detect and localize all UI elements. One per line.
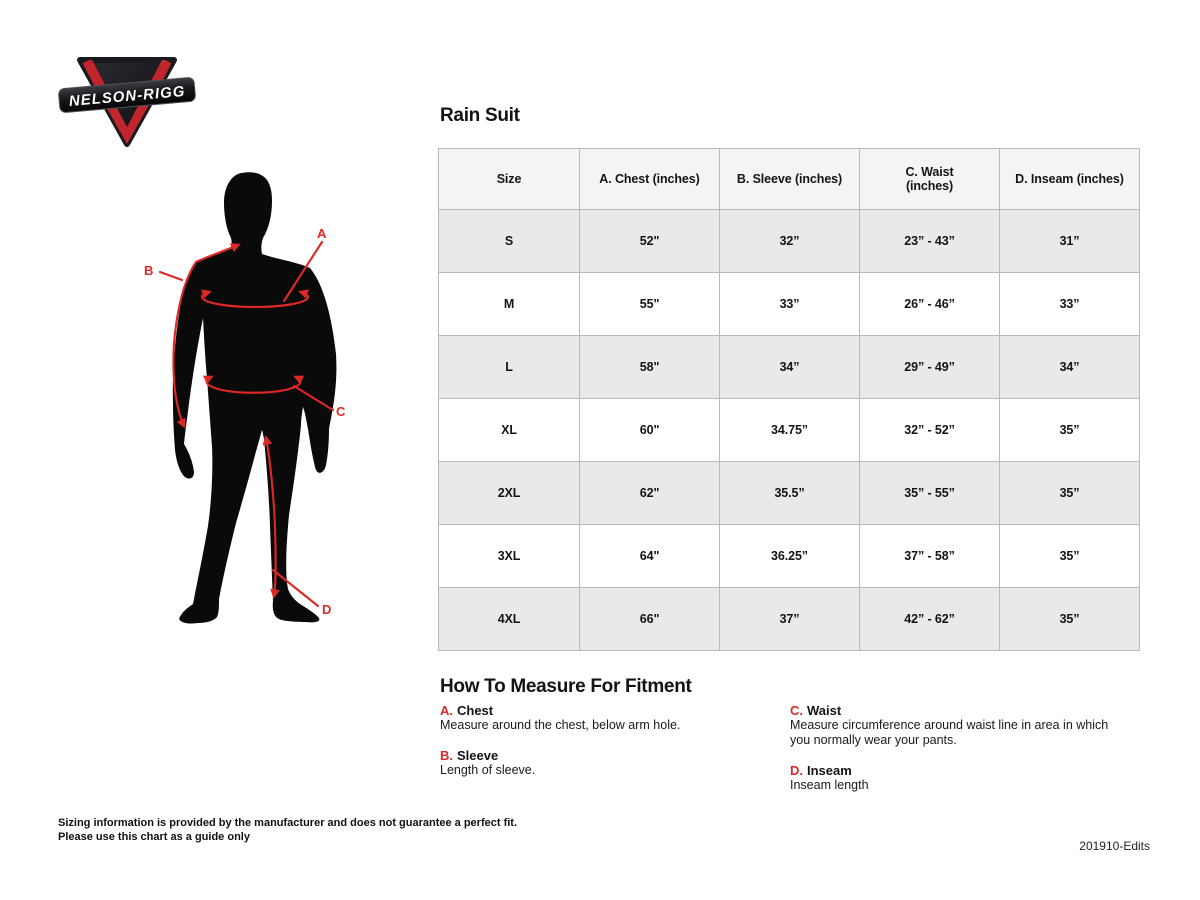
page-title: Rain Suit: [440, 105, 520, 126]
table-row: [439, 399, 1140, 462]
body-measurement-figure: [130, 158, 390, 678]
col-header-waist: C. Waist (inches): [860, 149, 1000, 210]
cell-waist: 23” - 43”: [860, 210, 1000, 273]
cell-waist: 29” - 49”: [860, 336, 1000, 399]
cell-size: L: [439, 336, 580, 399]
cell-size: XL: [439, 399, 580, 462]
measure-column-left: [440, 703, 780, 793]
cell-waist: 42” - 62”: [860, 588, 1000, 651]
cell-sleeve: 33”: [720, 273, 860, 336]
measure-description: Measure circumference around waist line in area in which you normally wear your pants.: [790, 718, 1109, 747]
cell-sleeve: 32”: [720, 210, 860, 273]
table-row: [439, 273, 1140, 336]
cell-sleeve: 37”: [720, 588, 860, 651]
measure-item-chest: [440, 703, 780, 733]
size-chart-table: [438, 148, 1140, 651]
waist-label: C: [336, 404, 346, 419]
cell-chest: 60": [580, 399, 720, 462]
table-row: [439, 462, 1140, 525]
logo-banner: [58, 77, 196, 113]
logo-brand-text: NELSON-RIGG: [68, 82, 187, 111]
measure-key: C.: [790, 703, 803, 718]
cell-sleeve: 35.5”: [720, 462, 860, 525]
cell-sleeve: 36.25”: [720, 525, 860, 588]
cell-inseam: 35”: [1000, 588, 1140, 651]
measure-item-heading: [790, 703, 1130, 718]
cell-sleeve: 34.75”: [720, 399, 860, 462]
sleeve-label: B: [144, 263, 154, 278]
measure-name: Sleeve: [457, 748, 499, 763]
col-header-inseam: D. Inseam (inches): [1000, 149, 1140, 210]
table-header-row: [439, 149, 1140, 210]
cell-size: 3XL: [439, 525, 580, 588]
measure-description: Length of sleeve.: [440, 763, 536, 777]
col-header-sleeve: B. Sleeve (inches): [720, 149, 860, 210]
measure-item-heading: [440, 748, 780, 763]
measure-item-waist: [790, 703, 1130, 748]
cell-sleeve: 34”: [720, 336, 860, 399]
cell-chest: 55": [580, 273, 720, 336]
disclaimer: [58, 816, 517, 844]
cell-inseam: 35”: [1000, 399, 1140, 462]
table-row: [439, 336, 1140, 399]
measure-description: Measure around the chest, below arm hole.: [440, 718, 681, 732]
label-b-connector: [160, 272, 182, 280]
measure-column-right: [790, 703, 1130, 808]
cell-inseam: 31”: [1000, 210, 1140, 273]
cell-waist: 32” - 52”: [860, 399, 1000, 462]
col-header-size: Size: [439, 149, 580, 210]
cell-size: M: [439, 273, 580, 336]
cell-waist: 26” - 46”: [860, 273, 1000, 336]
measure-item-inseam: [790, 763, 1130, 793]
disclaimer-line-1: Sizing information is provided by the manufacturer and does not guarantee a perfect fit.: [58, 817, 518, 829]
measure-description: Inseam length: [790, 778, 869, 792]
cell-waist: 35” - 55”: [860, 462, 1000, 525]
inseam-label: D: [322, 602, 332, 617]
measure-name: Inseam: [807, 763, 852, 778]
cell-chest: 58": [580, 336, 720, 399]
cell-chest: 52": [580, 210, 720, 273]
measure-item-heading: [440, 703, 780, 718]
cell-inseam: 33”: [1000, 273, 1140, 336]
col-header-chest: A. Chest (inches): [580, 149, 720, 210]
measure-key: B.: [440, 748, 453, 763]
cell-inseam: 35”: [1000, 462, 1140, 525]
cell-size: 2XL: [439, 462, 580, 525]
cell-chest: 66": [580, 588, 720, 651]
measure-key: D.: [790, 763, 803, 778]
cell-size: S: [439, 210, 580, 273]
cell-inseam: 34”: [1000, 336, 1140, 399]
table-row: [439, 588, 1140, 651]
how-to-measure-title: How To Measure For Fitment: [440, 676, 692, 697]
cell-inseam: 35”: [1000, 525, 1140, 588]
table-row: [439, 210, 1140, 273]
size-chart-table-wrap: [438, 148, 1139, 651]
measure-key: A.: [440, 703, 453, 718]
chest-label: A: [317, 226, 327, 241]
cell-waist: 37” - 58”: [860, 525, 1000, 588]
disclaimer-line-2: Please use this chart as a guide only: [58, 831, 250, 843]
cell-chest: 62": [580, 462, 720, 525]
nelson-rigg-logo: [56, 48, 196, 152]
measure-name: Waist: [807, 703, 842, 718]
document-id: 201910-Edits: [1079, 839, 1150, 853]
cell-chest: 64": [580, 525, 720, 588]
measure-item-sleeve: [440, 748, 780, 778]
measure-name: Chest: [457, 703, 494, 718]
cell-size: 4XL: [439, 588, 580, 651]
table-row: [439, 525, 1140, 588]
measure-item-heading: [790, 763, 1130, 778]
